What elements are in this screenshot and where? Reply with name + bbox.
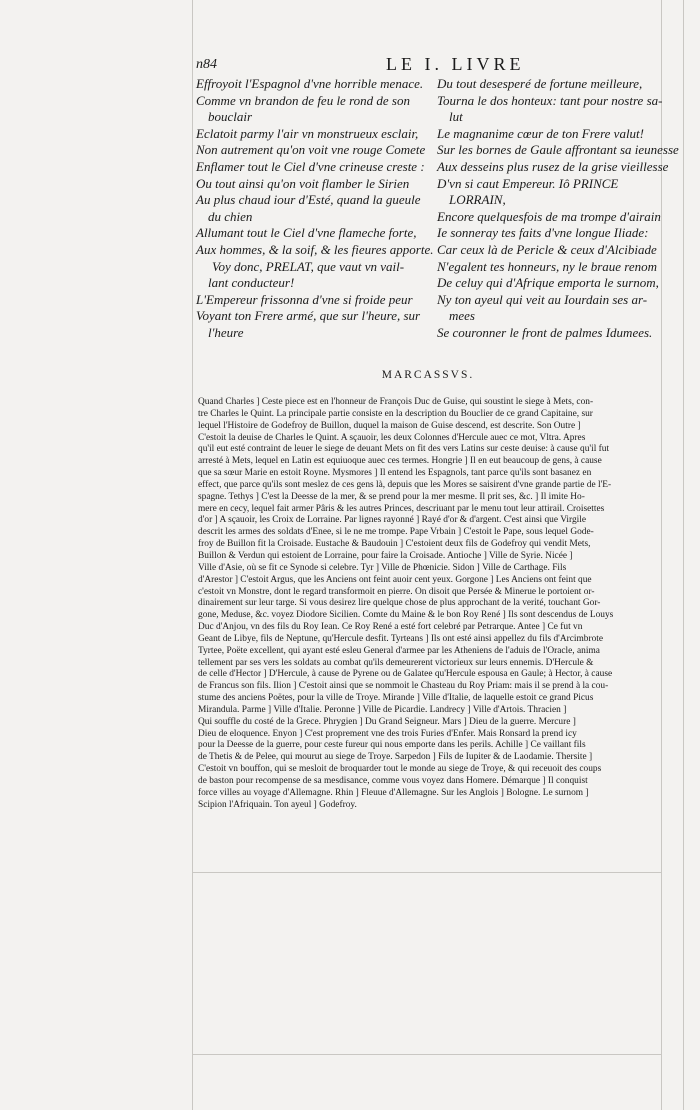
verse-line: mees — [449, 308, 475, 324]
verse-line: Ie sonneray tes faits d'vne longue Iliade: — [437, 225, 649, 241]
commentary-line: Duc d'Anjou, vn des fils du Roy Iean. Ce Roy René a esté fort celebré par Petrarque. Antee ] Ce fut vn — [198, 622, 583, 633]
commentary-line: de baston pour recompense de sa mesdisance, comme vous voyez dans Homere. Démarque ] Il conquist — [198, 776, 588, 786]
commentary-line: stume des anciens Poëtes, pour la ville de Troye. Mirande ] Ville d'Italie, de laquelle estoit ce grand Picus — [198, 693, 594, 704]
commentary-line: c'estoit vn Monstre, dont le regard transformoit en pierre. On disoit que Persée & Minerue le portoient or- — [198, 586, 595, 597]
verse-line: Du tout desesperé de fortune meilleure, — [437, 76, 643, 91]
commentary-line: Tyrtee, Poëte excellent, qui ayant esté esleu General d'armee par les Atheniens de l'aduis de l'Oracle, anima — [198, 645, 600, 656]
commentary-line: arresté à Mets, lequel en Latin est equiuoque auec ces termes. Hongrie ] Il en eut beaucoup de gens, à cause — [198, 456, 602, 467]
commentary-line: lequel l'Histoire de Godefroy de Buillon, duquel la maison de Guise descend, est descrite. Son Outre ] — [198, 420, 581, 431]
verse-line: Se couronner le front de palmes Idumees. — [437, 324, 653, 340]
page-number: n84 — [196, 57, 217, 72]
verse-line: Voyant ton Frere armé, que sur l'heure, sur — [196, 308, 421, 324]
commentary-line: Qui souffle du costé de la Grece. Phrygien ] Du Grand Seigneur. Mars ] Dieu de la guerre. Mercure ] — [198, 716, 576, 727]
commentary-line: Scipion l'Afriquain. Ton ayeul ] Godefroy. — [198, 799, 357, 810]
verse-line: Eclatoit parmy l'air vn monstrueux esclair, — [196, 125, 419, 141]
commentary-line: spagne. Tethys ] C'est la Deesse de la mer, & se prend pour la mer mesme. Il prit ses, &c. ] Il imite Ho- — [198, 491, 585, 502]
commentary-line: descrit les armes des soldats d'Enee, si le ne me trompe. Pape Vrbain ] C'estoit le Pape, sous lequel Gode- — [198, 527, 594, 538]
commentary-line: force villes au voyage d'Allemagne. Rhin ] Fleuue d'Allemagne. Sur les Anglois ] Bologne. Le surnom ] — [198, 787, 589, 798]
verse-line: L'Empereur frissonna d'vne si froide peur — [196, 291, 413, 307]
commentary-line: d'or ] A sçauoir, les Croix de Lorraine. Par lignes rayonné ] Rayé d'or & d'argent. C'est ainsi que Virgile — [198, 515, 587, 526]
poem-right-column — [437, 76, 679, 342]
verse-line: De celuy qui d'Afrique emporta le surnom, — [437, 275, 659, 291]
verse-line: Allumant tout le Ciel d'vne flameche forte, — [196, 225, 417, 241]
verse-line: Sur les bornes de Gaule affrontant sa ieunesse — [437, 142, 679, 158]
commentary-line: Quand Charles ] Ceste piece est en l'honneur de François Duc de Guise, qui soustint le siege à Mets, con- — [198, 397, 594, 407]
verse-line: Car ceux là de Pericle & ceux d'Alcibiade — [437, 241, 657, 257]
verse-line: D'vn si caut Empereur. Iô PRINCE — [437, 175, 619, 191]
verse-line: Enflamer tout le Ciel d'vne crineuse creste : — [196, 158, 425, 174]
verse-line: Encore quelquesfois de ma trompe d'airain — [437, 208, 661, 224]
running-title: LE I. LIVRE — [386, 54, 525, 74]
verse-line: LORRAIN, — [449, 192, 506, 208]
commentary-line: Dieu de eloquence. Enyon ] C'est proprement vne des trois Furies d'Enfer. Mais Ronsard la prend icy — [198, 728, 577, 739]
commentary-line: froy de Buillon fit la Croisade. Eustache & Baudouin ] C'estoient deux fils de Godefroy qui vendit Mets, — [198, 539, 591, 550]
commentary-line: de Francus son fils. Ilion ] C'estoit ainsi que se nommoit le Chasteau du Roy Priam: mais il se prend à la cou- — [198, 681, 609, 692]
verse-line: Tourna le dos honteux: tant pour nostre sa- — [437, 92, 663, 108]
verse-line: lut — [449, 109, 463, 125]
frame-rule-outer — [683, 0, 684, 1110]
commentary-line: Ville d'Asie, où se fit ce Synode si celebre. Tyr ] Ville de Phœnicie. Sidon ] Ville de Carthage. Fils — [198, 562, 567, 573]
commentary-line: tre Charles le Quint. La principale partie consiste en la description du Bouclier de ce grand Capitaine, sur — [198, 408, 593, 419]
commentary-line: pour la Deesse de la guerre, pour ceste fureur qui nous emporte dans les perils. Achille ] Ce vaillant fils — [198, 740, 586, 751]
commentary-line: dinairement sur leur targe. Si vous desirez lire quelque chose de plus approchant de la verité, touchant Gor- — [198, 598, 601, 609]
commentary-line: Buillon & Verdun qui estoient de Lorraine, pour faire la Croisade. Antioche ] Ville de Syrie. Nicée ] — [198, 550, 573, 561]
verse-line: Au plus chaud iour d'Esté, quand la gueule — [196, 192, 421, 208]
commentary-block — [198, 397, 660, 812]
commentary-line: effect, que parce qu'ils sont meslez de ces gens là, depuis que les Mores se saisirent d'vne grande partie de l'E- — [198, 479, 612, 490]
verse-line: Ou tout ainsi qu'on voit flamber le Sirien — [196, 175, 410, 191]
commentary-line: gone, Meduse, &c. voyez Diodore Sicilien. Comte du Maine & le bon Roy René ] Ils sont descendus de Louys — [198, 610, 614, 621]
verse-line: N'egalent tes honneurs, ny le braue renom — [437, 258, 658, 274]
commentary-line: d'Arestor ] C'estoit Argus, que les Anciens ont feint auoir cent yeux. Gorgone ] Les Anciens ont feint que — [198, 574, 592, 585]
poem-left-column — [196, 76, 434, 342]
verse-line: bouclair — [208, 109, 253, 125]
verse-line: lant conducteur! — [208, 275, 295, 291]
verse-line: Comme vn brandon de feu le rond de son — [196, 92, 410, 108]
commentary-line: que sa sœur Marie en estoit Royne. Mysmores ] Il entend les Espagnols, tant parce qu'ils sont basanez en — [198, 468, 592, 479]
frame-rule-bottom — [192, 1054, 662, 1055]
verse-line: Aux hommes, & la soif, & les fieures apporte. — [196, 241, 434, 257]
commentary-line: tellement par ses vers les soldats au combat qu'ils demeurerent victorieux sur leurs ennemis. D'Hercule & — [198, 657, 594, 668]
commentary-line: Mirandula. Parme ] Ville d'Italie. Peronne ] Ville de Picardie. Landrecy ] Ville d'Artois. Thracien ] — [198, 704, 567, 715]
commentary-line: C'estoit vn bouffon, qui se mesloit de broquarder tout le monde au siege de Troye, & qui receuoit des coups — [198, 764, 602, 775]
commentary-line: mere en cecy, lequel fait armer Pâris & les autres Princes, descriuant par le menu tout leur attirail. Croisettes — [198, 503, 605, 514]
commentary-line: de Thetis & de Pelee, qui mourut au siege de Troye. Sarpedon ] Fils de Iupiter & de Laodamie. Thersite ] — [198, 752, 593, 763]
commentary-line: Geant de Libye, fils de Neptune, qu'Hercule desfit. Tyrteans ] Ils ont esté ainsi appellez du fils d'Arcimbrote — [198, 633, 604, 644]
verse-line: Aux desseins plus rusez de la grise vieillesse — [437, 158, 669, 174]
verse-line: Ny ton ayeul qui veit au Iourdain ses ar- — [437, 291, 648, 307]
verse-line: Effroyoit l'Espagnol d'vne horrible menace. — [196, 76, 424, 91]
verse-line: Voy donc, PRELAT, que vaut vn vail- — [212, 258, 405, 274]
frame-rule-lower — [192, 872, 662, 873]
page-header — [196, 54, 660, 76]
commentary-line: de celle d'Hector ] D'Hercule, à cause de Pyrene ou de Galatee qu'Hercule espousa en Gaule; à Hector, à cause — [198, 669, 613, 680]
commentary-line: qu'il eut esté contraint de leuer le siege de deuant Mets on fit des vers Latins sur ceste deuise: à cause qu'il fut — [198, 444, 610, 455]
frame-rule-left — [192, 0, 193, 1110]
commentary-title: MARCASSVS. — [381, 369, 475, 381]
verse-line: l'heure — [208, 324, 244, 340]
verse-line: du chien — [208, 208, 253, 224]
commentary-line: C'estoit la deuise de Charles le Quint. A sçauoir, les deux Colonnes d'Hercule auec ce mot, Vltra. Apres — [198, 432, 586, 443]
verse-line: Le magnanime cœur de ton Frere valut! — [437, 125, 644, 141]
verse-line: Non autrement qu'on voit vne rouge Comete — [196, 142, 426, 158]
